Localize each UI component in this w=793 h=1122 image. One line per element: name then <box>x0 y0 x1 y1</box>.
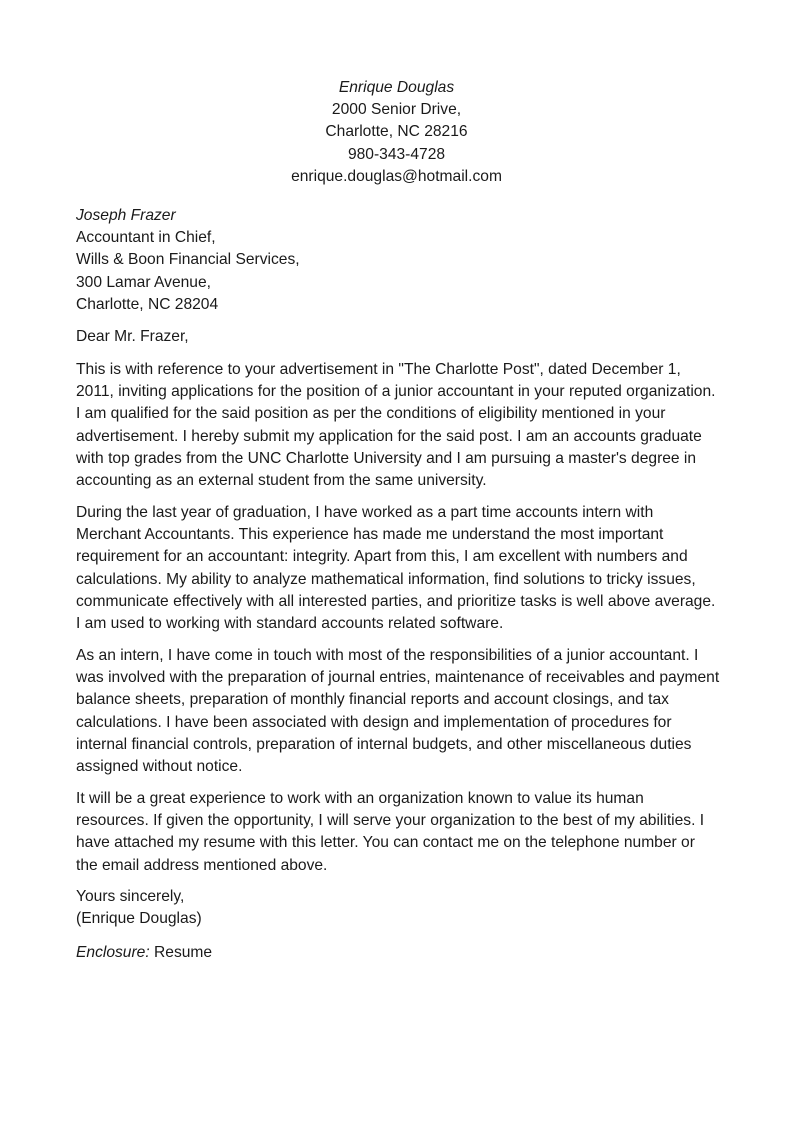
body-paragraph-2 <box>76 502 720 635</box>
sender-block <box>0 77 793 188</box>
enclosure-value: Resume <box>154 944 213 961</box>
sender-street: 2000 Senior Drive, <box>331 101 462 119</box>
paragraph-text: During the last year of graduation, I have worked as a part time accounts intern with Merchant Accountants. This experience has made me understand the most important requirement for an accountant: integrity. Apart from this, I am excellent with numbers and calculations. My ability to analyze mathematical information, find solutions to tricky issues, communicate effectively with all interested parties, and prioritize tasks is well above average. I am used to working with standard accounts related software. <box>76 504 716 633</box>
recipient-street: 300 Lamar Avenue, <box>76 273 211 291</box>
paragraph-text: As an intern, I have come in touch with most of the responsibilities of a junior accountant. I was involved with the preparation of journal entries, maintenance of receivables and payment balance sheets, preparation of monthly financial reports and account closings, and tax calculations. I have been associated with design and implementation of procedures for internal financial controls, preparation of internal budgets, and other miscellaneous duties assigned without notice. <box>76 647 720 776</box>
sender-phone: 980-343-4728 <box>347 145 446 163</box>
recipient-title: Accountant in Chief, <box>76 229 216 247</box>
body-paragraph-4 <box>76 788 720 877</box>
closing-block <box>76 886 202 930</box>
sender-email: enrique.douglas@hotmail.com <box>291 167 502 185</box>
paragraph-text: It will be a great experience to work with an organization known to value its human resources. If given the opportunity, I will serve your organization to the best of my abilities. I have attached my resume with this letter. You can contact me on the telephone number or the email address mentioned above. <box>76 790 705 874</box>
signature-name: (Enrique Douglas) <box>76 910 202 928</box>
body-paragraph-3 <box>76 645 720 778</box>
recipient-company: Wills & Boon Financial Services, <box>76 251 300 269</box>
valediction: Yours sincerely, <box>76 888 185 905</box>
body-paragraph-1 <box>76 359 720 492</box>
sender-name: Enrique Douglas <box>338 79 455 96</box>
recipient-name: Joseph Frazer <box>76 207 176 224</box>
sender-city: Charlotte, NC 28216 <box>325 123 468 141</box>
enclosure-line <box>76 942 212 964</box>
enclosure-label: Enclosure: <box>76 944 150 961</box>
recipient-block <box>76 205 716 316</box>
salutation: Dear Mr. Frazer, <box>76 328 189 345</box>
recipient-city: Charlotte, NC 28204 <box>76 295 219 313</box>
paragraph-text: This is with reference to your advertisement in "The Charlotte Post", dated December 1, 2011, inviting applications for the position of a junior accountant in your reputed organization. I am qualified for the said position as per the conditions of eligibility mentioned in your advertisement. I hereby submit my application for the said post. I am an accounts graduate with top grades from the UNC Charlotte University and I am pursuing a master's degree in accounting as an external student from the same university. <box>76 361 716 490</box>
